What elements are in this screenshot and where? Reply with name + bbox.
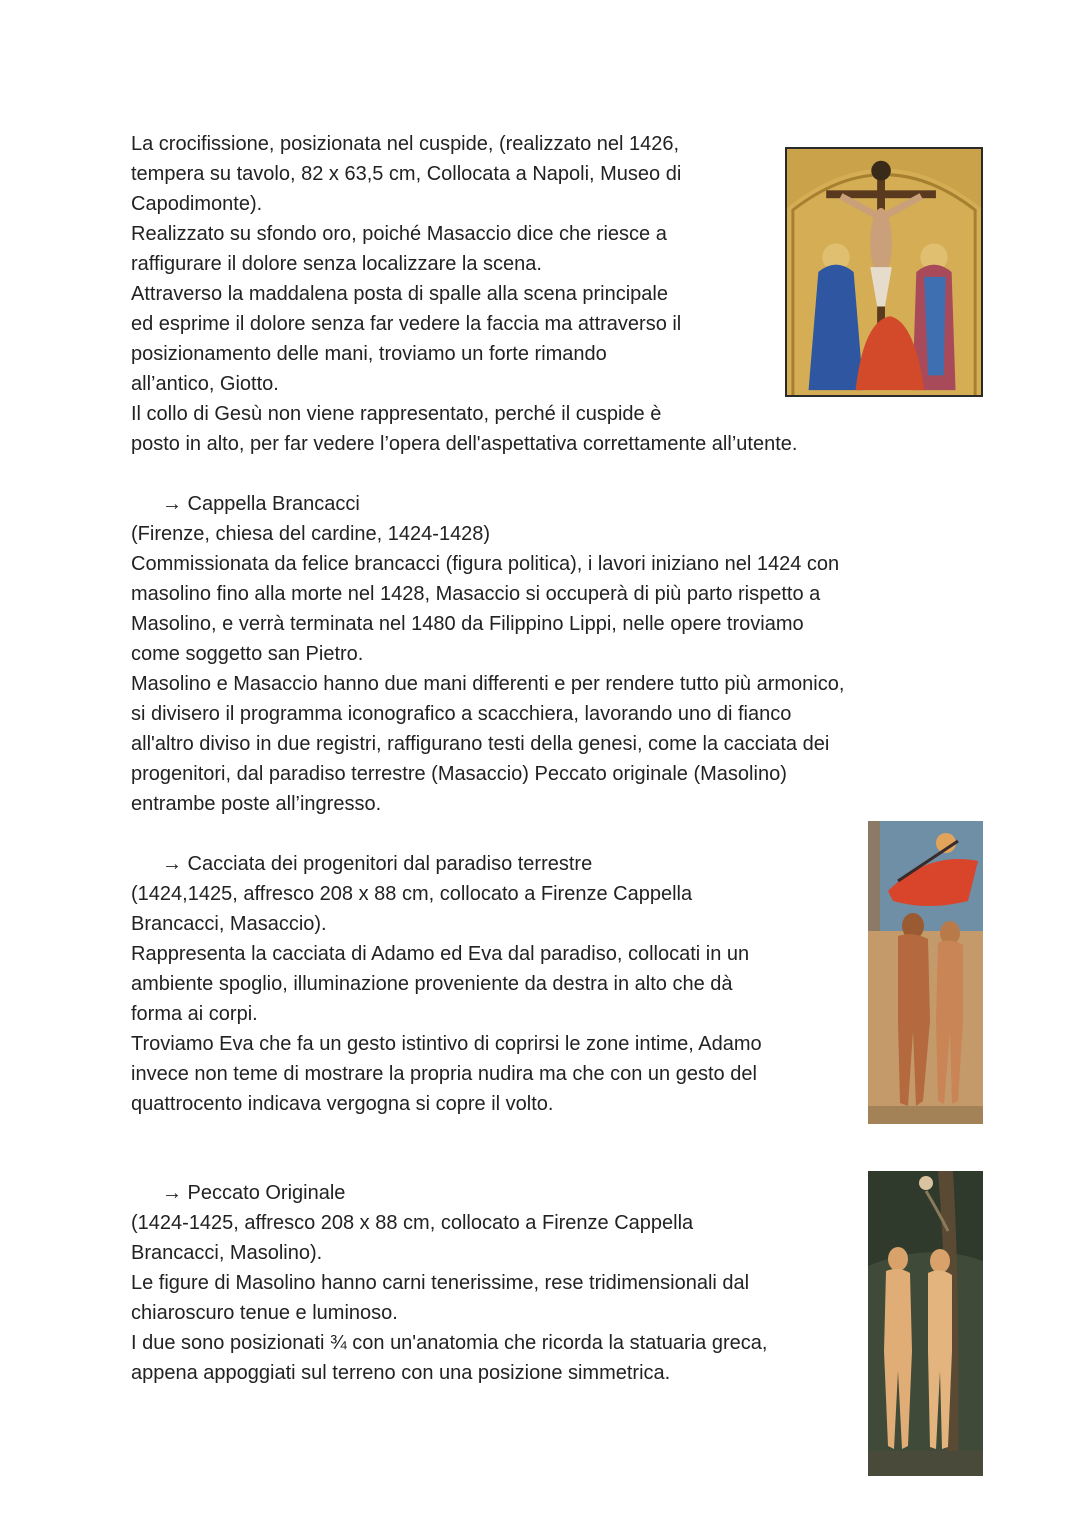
text-line: all’antico, Giotto. xyxy=(131,373,279,395)
text-line: quattrocento indicava vergogna si copre il volto. xyxy=(131,1093,554,1115)
text-line: invece non teme di mostrare la propria nudira ma che con un gesto del xyxy=(131,1063,757,1085)
text-line: Capodimonte). xyxy=(131,193,263,215)
text-line: all'altro diviso in due registri, raffigurano testi della genesi, come la cacciata dei xyxy=(131,733,830,755)
text-line: Attraverso la maddalena posta di spalle alla scena principale xyxy=(131,283,668,305)
text-line: masolino fino alla morte nel 1428, Masaccio si occuperà di più parto rispetto a xyxy=(131,583,821,605)
text-line: ed esprime il dolore senza far vedere la faccia ma attraverso il xyxy=(131,313,682,335)
text-line: (1424,1425, affresco 208 x 88 cm, collocato a Firenze Cappella xyxy=(131,883,693,905)
text-line: forma ai corpi. xyxy=(131,1003,258,1025)
crucifixion-painting xyxy=(785,147,983,397)
text-line: Le figure di Masolino hanno carni tenerissime, rese tridimensionali dal xyxy=(131,1272,750,1294)
text-line: come soggetto san Pietro. xyxy=(131,643,364,665)
text-line: progenitori, dal paradiso terrestre (Masaccio) Peccato originale (Masolino) xyxy=(131,763,787,785)
text-line: Commissionata da felice brancacci (figura politica), i lavori iniziano nel 1424 con xyxy=(131,553,840,575)
section-heading: → Peccato Originale xyxy=(162,1182,346,1204)
text-line: Troviamo Eva che fa un gesto istintivo di coprirsi le zone intime, Adamo xyxy=(131,1033,762,1055)
text-line: Masolino, e verrà terminata nel 1480 da Filippino Lippi, nelle opere troviamo xyxy=(131,613,804,635)
text-line: entrambe poste all’ingresso. xyxy=(131,793,382,815)
section-heading: → Cacciata dei progenitori dal paradiso terrestre xyxy=(162,853,593,875)
text-line: raffigurare il dolore senza localizzare la scena. xyxy=(131,253,542,275)
text-line: La crocifissione, posizionata nel cuspide, (realizzato nel 1426, xyxy=(131,133,680,155)
text-line: Brancacci, Masolino). xyxy=(131,1242,323,1264)
text-line: (Firenze, chiesa del cardine, 1424-1428) xyxy=(131,523,491,545)
text-line: Rappresenta la cacciata di Adamo ed Eva dal paradiso, collocati in un xyxy=(131,943,750,965)
text-line: posizionamento delle mani, troviamo un forte rimando xyxy=(131,343,607,365)
text-line: tempera su tavolo, 82 x 63,5 cm, Collocata a Napoli, Museo di xyxy=(131,163,682,185)
text-line: appena appoggiati sul terreno con una posizione simmetrica. xyxy=(131,1362,671,1384)
original-sin-fresco xyxy=(868,1171,983,1476)
text-line: I due sono posizionati ¾ con un'anatomia che ricorda la statuaria greca, xyxy=(131,1332,768,1354)
expulsion-fresco xyxy=(868,821,983,1124)
text-line: ambiente spoglio, illuminazione proveniente da destra in alto che dà xyxy=(131,973,733,995)
text-line: si divisero il programma iconografico a scacchiera, lavorando uno di fianco xyxy=(131,703,792,725)
text-line: Masolino e Masaccio hanno due mani differenti e per rendere tutto più armonico, xyxy=(131,673,845,695)
text-line: chiaroscuro tenue e luminoso. xyxy=(131,1302,398,1324)
text-line: posto in alto, per far vedere l’opera dell'aspettativa correttamente all’utente. xyxy=(131,433,798,455)
text-line: Brancacci, Masaccio). xyxy=(131,913,327,935)
section-heading: → Cappella Brancacci xyxy=(162,493,360,515)
text-line: Il collo di Gesù non viene rappresentato, perché il cuspide è xyxy=(131,403,662,425)
text-line: (1424-1425, affresco 208 x 88 cm, collocato a Firenze Cappella xyxy=(131,1212,694,1234)
text-line: Realizzato su sfondo oro, poiché Masaccio dice che riesce a xyxy=(131,223,667,245)
